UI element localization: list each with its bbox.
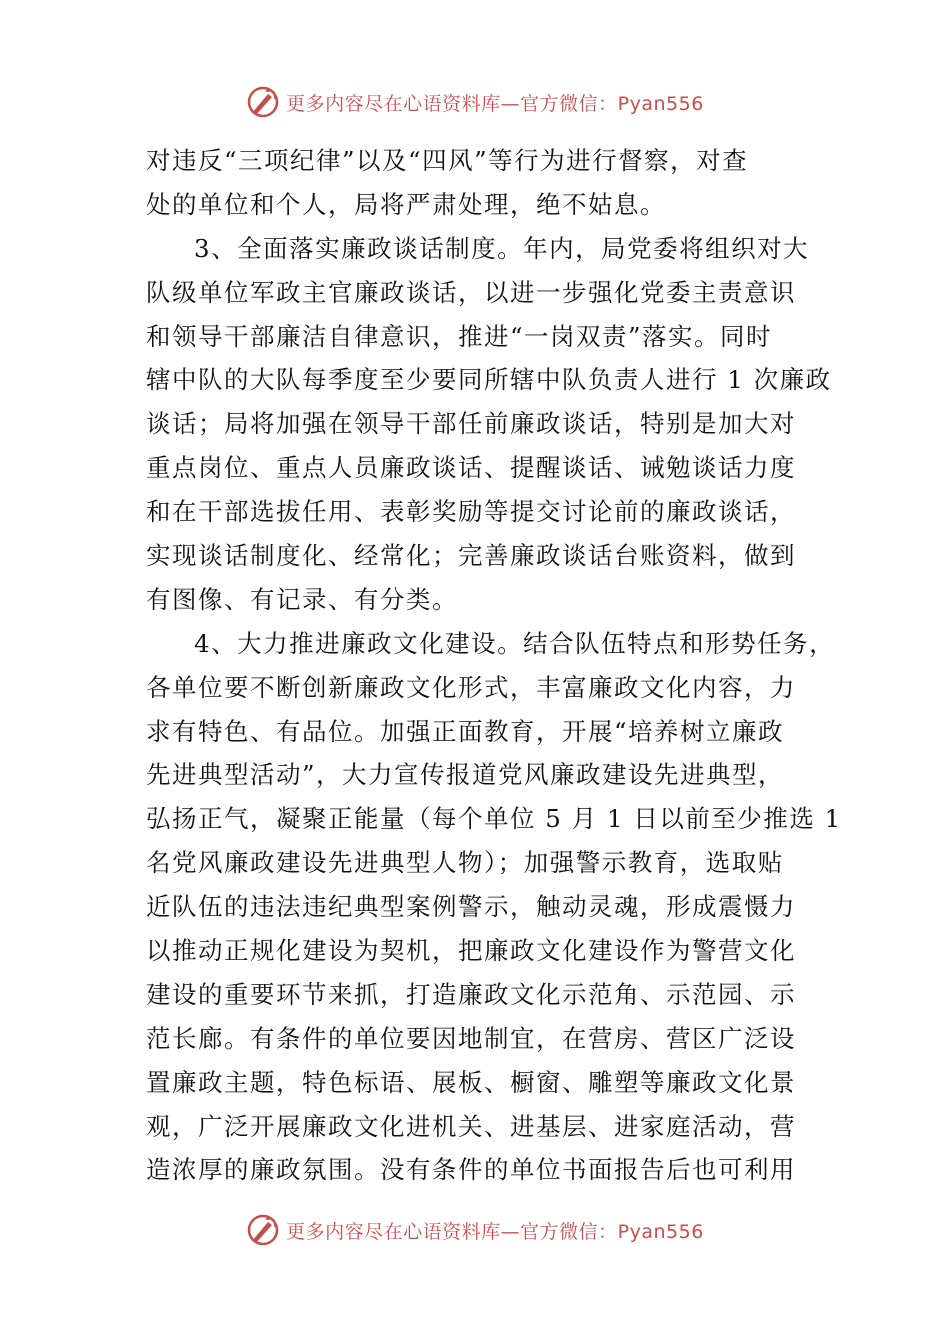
- body-line: 以推动正规化建设为契机，把廉政文化建设作为警营文化: [146, 936, 796, 966]
- body-line: 近队伍的违法违纪典型案例警示，触动灵魂，形成震慑力: [146, 892, 796, 922]
- body-line: 谈话；局将加强在领导干部任前廉政谈话，特别是加大对: [146, 409, 796, 439]
- body-line: 处的单位和个人，局将严肃处理，绝不姑息。: [146, 189, 666, 219]
- header-banner: [0, 80, 950, 124]
- body-line: 3、全面落实廉政谈话制度。年内，局党委将组织对大: [194, 233, 810, 263]
- header-banner-text: 更多内容尽在心语资料库—官方微信：Pyan556: [286, 92, 704, 115]
- pen-logo-icon: [246, 85, 280, 119]
- body-line: 对违反“三项纪律”以及“四风”等行为进行督察，对查: [146, 146, 749, 175]
- body-line: 实现谈话制度化、经常化；完善廉政谈话台账资料，做到: [146, 541, 796, 571]
- body-line: 有图像、有记录、有分类。: [146, 584, 458, 614]
- document-body: [146, 139, 842, 1192]
- body-line: 范长廊。有条件的单位要因地制宜，在营房、营区广泛设: [146, 1023, 796, 1053]
- body-line: 置廉政主题，特色标语、展板、橱窗、雕塑等廉政文化景: [146, 1067, 796, 1097]
- pen-logo-icon: [246, 1213, 280, 1247]
- body-line: 各单位要不断创新廉政文化形式，丰富廉政文化内容，力: [146, 672, 796, 702]
- footer-banner: [0, 1208, 950, 1252]
- body-line: 名党风廉政建设先进典型人物）；加强警示教育，选取贴: [146, 848, 784, 878]
- body-line: 造浓厚的廉政氛围。没有条件的单位书面报告后也可利用: [146, 1155, 796, 1185]
- body-line: 辖中队的大队每季度至少要同所辖中队负责人进行 1 次廉政: [146, 365, 832, 395]
- body-line: 4、大力推进廉政文化建设。结合队伍特点和形势任务，: [194, 628, 836, 658]
- body-line: 先进典型活动”，大力宣传报道党风廉政建设先进典型，: [146, 760, 785, 790]
- body-line: 观，广泛开展廉政文化进机关、进基层、进家庭活动，营: [146, 1111, 796, 1141]
- body-line: 建设的重要环节来抓，打造廉政文化示范角、示范园、示: [146, 979, 796, 1009]
- body-line: 求有特色、有品位。加强正面教育，开展“培养树立廉政: [146, 716, 785, 746]
- body-line: 和在干部选拔任用、表彰奖励等提交讨论前的廉政谈话，: [146, 497, 796, 527]
- body-line: 和领导干部廉洁自律意识，推进“一岗双责”落实。同时: [146, 321, 773, 351]
- body-line: 队级单位军政主官廉政谈话，以进一步强化党委主责意识: [146, 277, 796, 307]
- body-line: 弘扬正气，凝聚正能量（每个单位 5 月 1 日以前至少推选 1: [146, 804, 842, 834]
- body-line: 重点岗位、重点人员廉政谈话、提醒谈话、诫勉谈话力度: [146, 453, 796, 483]
- footer-banner-text: 更多内容尽在心语资料库—官方微信：Pyan556: [286, 1220, 704, 1243]
